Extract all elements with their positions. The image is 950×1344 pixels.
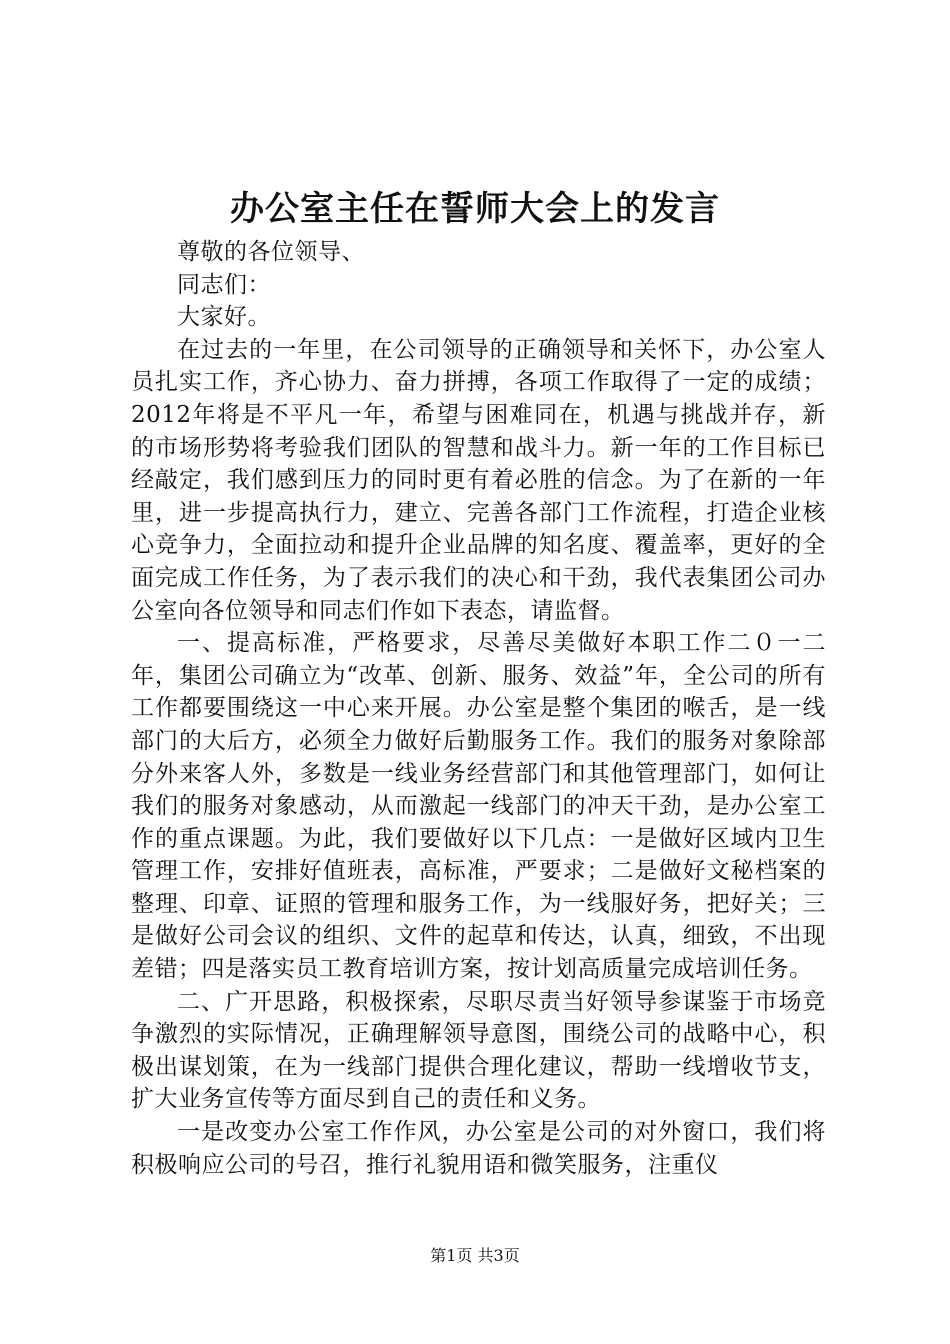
document-body xyxy=(131,236,826,1181)
greeting-line: 大家好。 xyxy=(177,304,271,331)
body-paragraph: 在过去的一年里，在公司领导的正确领导和关怀下，办公室人员扎实工作，齐心协力、奋力拼搏，各项工作取得了一定的成绩；2012年将是不平凡一年，希望与困难同在，机遇与挑战并存，新的市场形势将考验我们团队的智慧和战斗力。新一年的工作目标已经敲定，我们感到压力的同时更有着必胜的信念。为了在新的一年里，进一步提高执行力，建立、完善各部门工作流程，打造企业核心竞争力，全面拉动和提升企业品牌的知名度、覆盖率，更好的全面完成工作任务，为了表示我们的决心和干劲，我代表集团公司办公室向各位领导和同志们作如下表态，请监督。 xyxy=(131,336,826,624)
body-paragraph: 一、提高标准，严格要求，尽善尽美做好本职工作二０一二年，集团公司确立为“改革、创新、服务、效益”年，全公司的所有工作都要围绕这一中心来开展。办公室是整个集团的喉舌，是一线部门的大后方，必须全力做好后勤服务工作。我们的服务对象除部分外来客人外，多数是一线业务经营部门和其他管理部门，如何让我们的服务对象感动，从而激起一线部门的冲天干劲，是办公室工作的重点课题。为此，我们要做好以下几点：一是做好区域内卫生管理工作，安排好值班表，高标准，严要求；二是做好文秘档案的整理、印章、证照的管理和服务工作，为一线服好务，把好关；三是做好公司会议的组织、文件的起草和传达，认真，细致，不出现差错；四是落实员工教育培训方案，按计划高质量完成培训任务。 xyxy=(131,630,826,983)
page-footer: 第1页 共3页 xyxy=(430,1246,520,1265)
body-paragraph: 二、广开思路，积极探索，尽职尽责当好领导参谋鉴于市场竞争激烈的实际情况，正确理解领导意图，围绕公司的战略中心，积极出谋划策，在为一线部门提供合理化建议，帮助一线增收节支，扩大业务宣传等方面尽到自己的责任和义务。 xyxy=(131,988,826,1113)
salutation-line: 尊敬的各位领导、 xyxy=(177,239,365,265)
document-title: 办公室主任在誓师大会上的发言 xyxy=(230,189,720,229)
salutation-line: 同志们： xyxy=(177,271,271,298)
body-paragraph: 一是改变办公室工作作风，办公室是公司的对外窗口，我们将积极响应公司的号召，推行礼貌用语和微笑服务，注重仪 xyxy=(131,1119,826,1178)
